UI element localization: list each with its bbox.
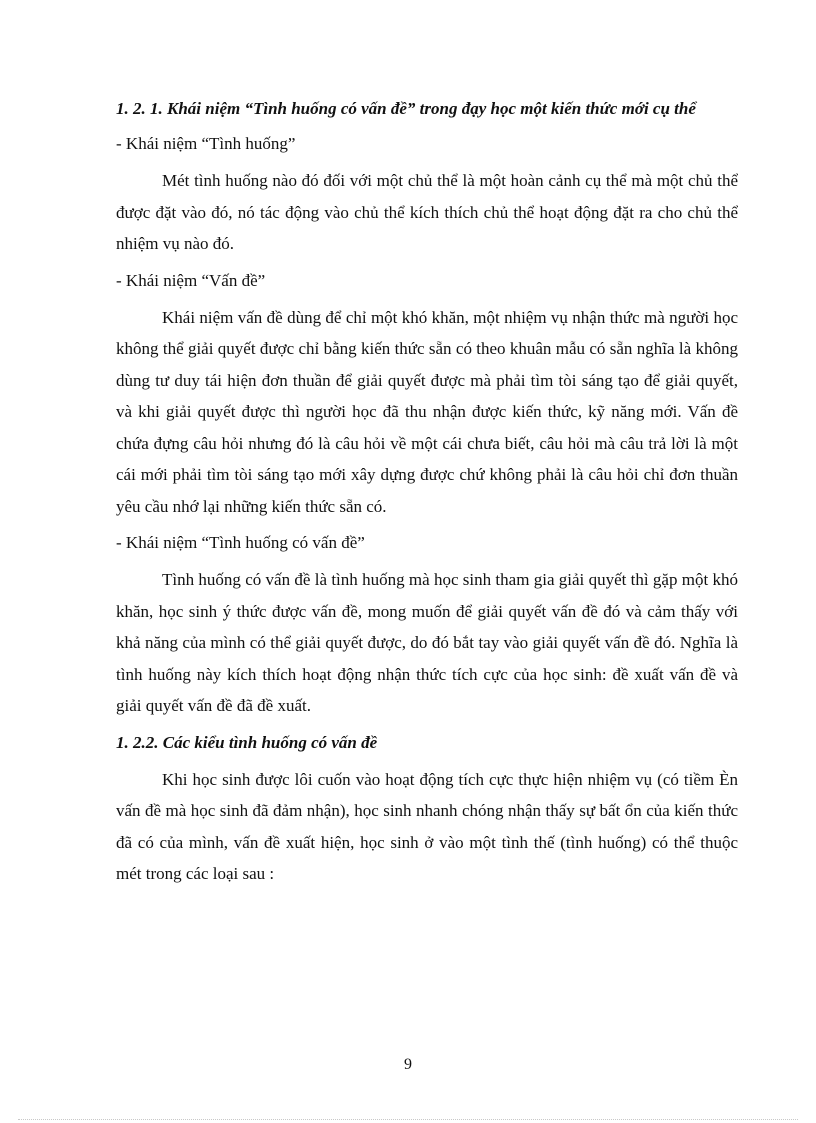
subheading-problem-situation: - Khái niệm “Tình huống có vấn đề” bbox=[116, 533, 365, 552]
section-heading-1-2-1: 1. 2. 1. Khái niệm “Tình huống có vấn đề” trong đạy học một kiến thức mới cụ thể bbox=[116, 99, 696, 118]
section-heading-1-2-2: 1. 2.2. Các kiểu tình huống có vấn đề bbox=[116, 732, 378, 752]
paragraph-situation-types: Khi học sinh được lôi cuốn vào hoạt động tích cực thực hiện nhiệm vụ (có tiềm Èn vấn đề mà học sinh đã đảm nhận), học sinh nhanh chóng nhận thấy sự bất ổn của kiến thức đã có của mình, vấn đề xuất hiện, học sinh ở vào một tình thế (tình huống) có thể thuộc mét trong các loại sau : bbox=[116, 769, 738, 883]
paragraph-problem: Khái niệm vấn đề dùng để chỉ một khó khăn, một nhiệm vụ nhận thức mà người học không thể giải quyết được chỉ bằng kiến thức sẵn có theo khuân mẫu có sẵn nghĩa là không dùng tư duy tái hiện đơn thuần để giải quyết được mà phải tìm tòi sáng tạo để giải quyết, và khi giải quyết được thì người học đã thu nhận được kiến thức, kỹ năng mới. Vấn đề chứa đựng câu hỏi nhưng đó là câu hỏi về một cái chưa biết, câu hỏi mà câu trả lời là một cái mới phải tìm tòi sáng tạo mới xây dựng được chứ không phải là câu hỏi chỉ đơn thuần yêu cầu nhớ lại những kiến thức sẵn có. bbox=[116, 307, 738, 516]
paragraph-problem-situation: Tình huống có vấn đề là tình huống mà học sinh tham gia giải quyết thì gặp một khó khăn, học sinh ý thức được vấn đề, mong muốn để giải quyết vấn đề đó và cảm thấy với khả năng của mình có thể giải quyết được, do đó bắt tay vào giải quyết vấn đề đó. Nghĩa là tình huống này kích thích hoạt động nhận thức tích cực của học sinh: đề xuất vấn đề và giải quyết vấn đề đã đề xuất. bbox=[116, 570, 738, 715]
subheading-problem: - Khái niệm “Vấn đề” bbox=[116, 270, 266, 290]
subheading-situation: - Khái niệm “Tình huống” bbox=[116, 134, 296, 153]
paragraph-situation: Mét tình huống nào đó đối với một chủ thể là một hoàn cảnh cụ thể mà một chủ thể được đặt vào đó, nó tác động vào chủ thể kích thích chủ thể hoạt động đặt ra cho chủ thể nhiệm vụ nào đó. bbox=[116, 171, 738, 253]
page-content bbox=[116, 92, 738, 896]
page-bottom-divider bbox=[18, 1119, 798, 1120]
page-number: 9 bbox=[404, 1056, 412, 1073]
